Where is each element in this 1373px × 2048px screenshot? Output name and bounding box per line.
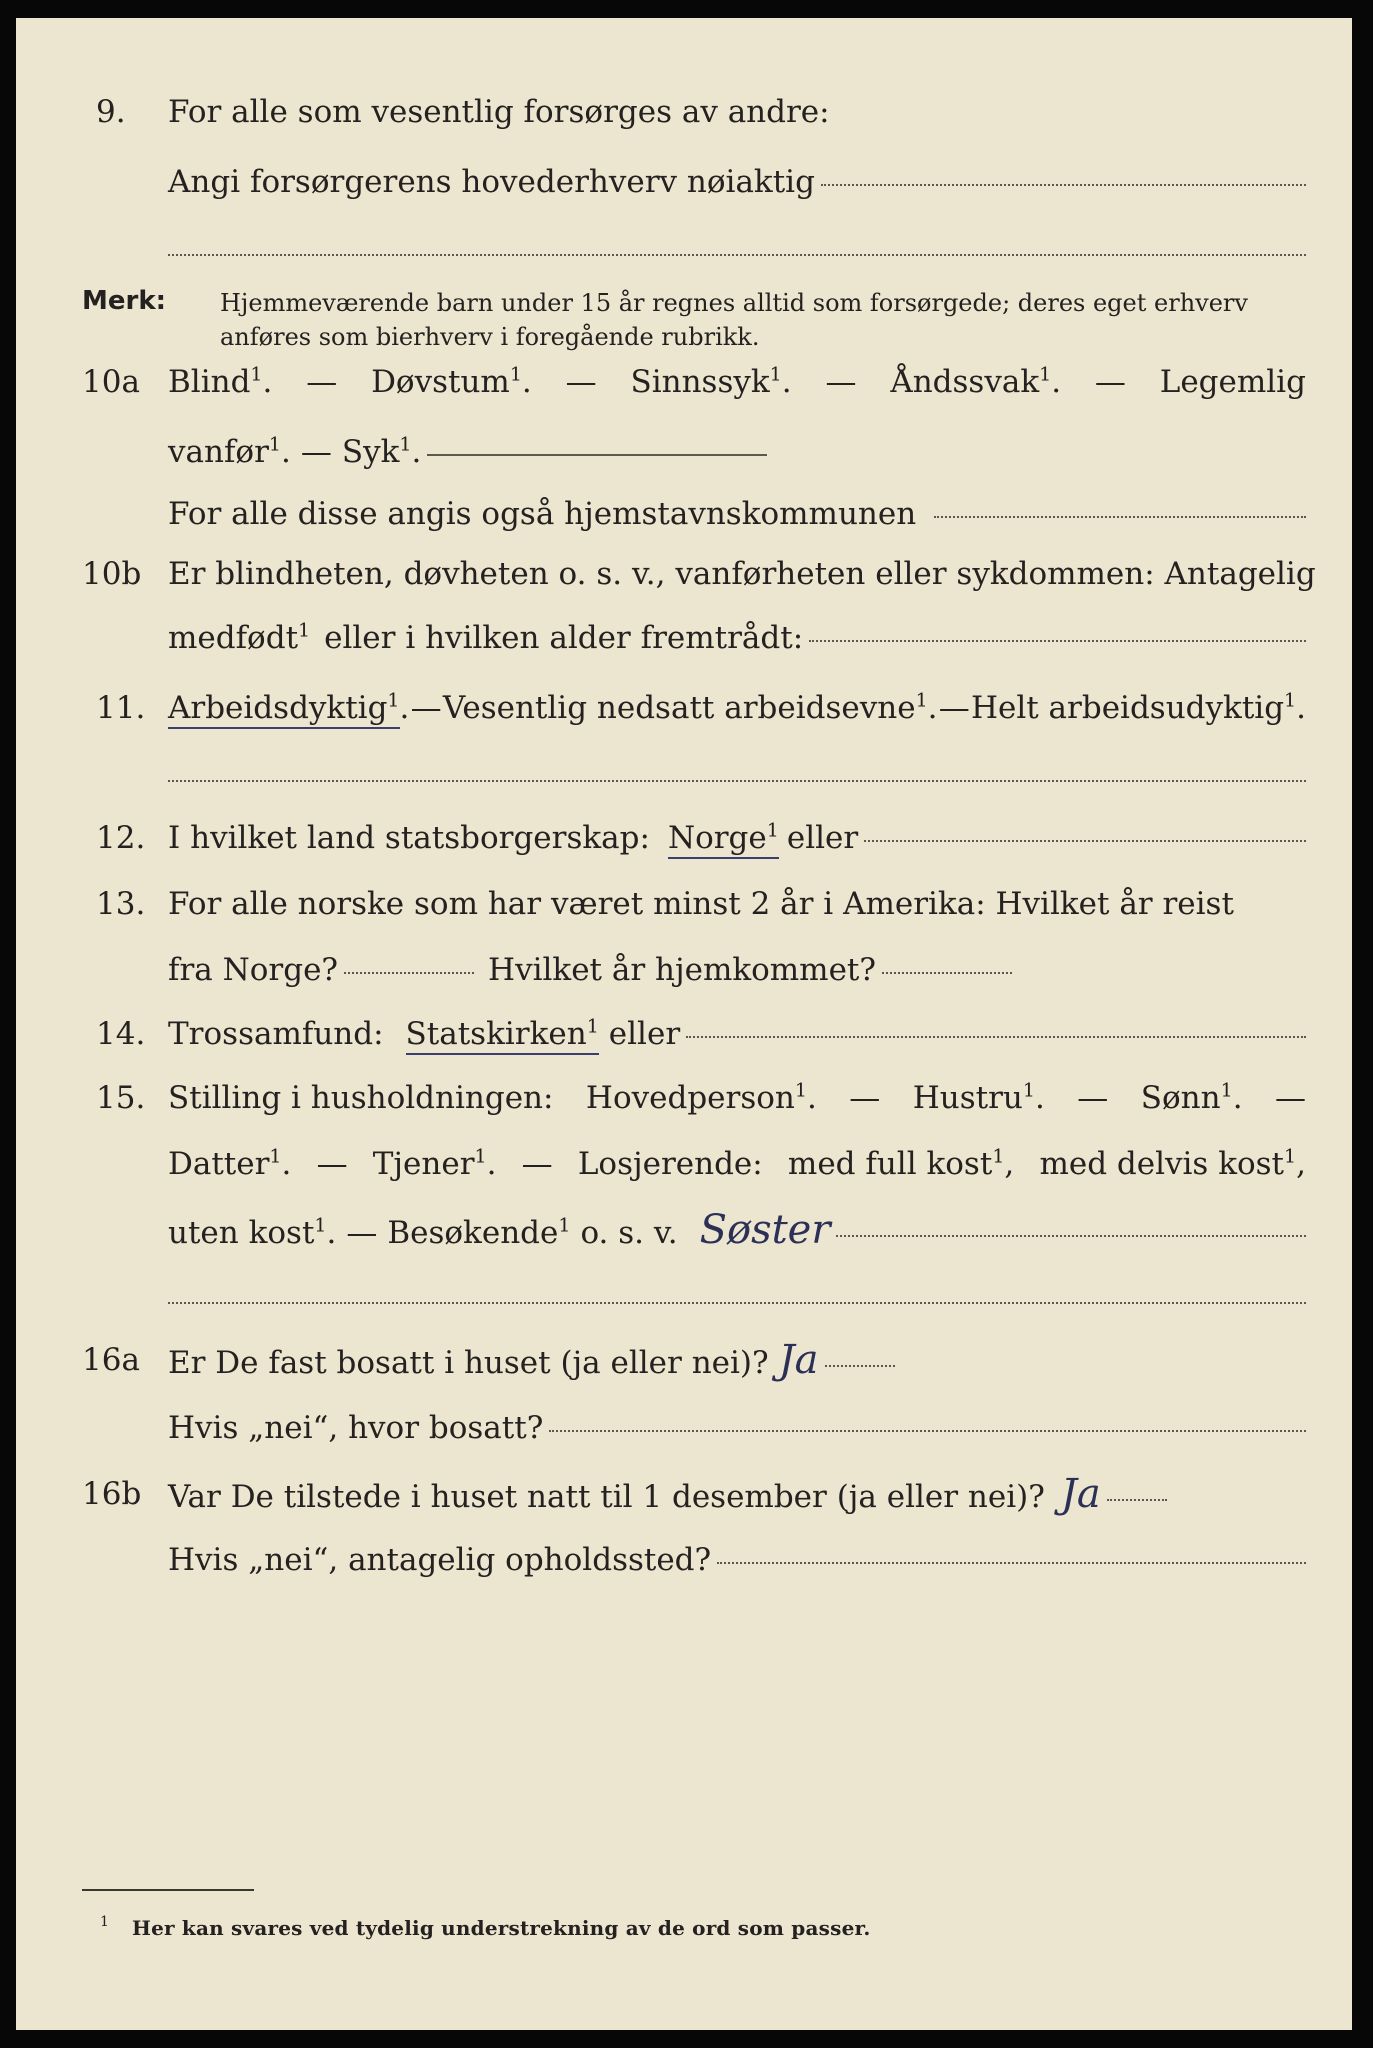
footnote-mark: 1 — [100, 1914, 110, 1930]
question-15: 15. Stilling i husholdningen: Hovedperson$^1$. — Hustru$^1$. — Sønn$^1$. — — [96, 1079, 1306, 1116]
answer-fill-hjemkommet[interactable] — [882, 970, 1012, 974]
answer-fill-reist[interactable] — [344, 970, 474, 974]
question-10b — [16, 554, 1352, 614]
answer-line: Angi forsørgerens hovederhverv nøiaktig — [168, 162, 1306, 202]
question-9-line-2 — [16, 162, 1352, 222]
handwritten-answer: Ja — [778, 1337, 819, 1383]
option-norge-selected[interactable]: Norge$^1$ — [668, 818, 779, 858]
question-number: 13. — [96, 886, 146, 922]
question-15-line-3: uten kost$^1$. — Besøkende$^1$ o. s. v. Søster — [16, 1210, 1352, 1270]
question-text: For alle som vesentlig forsørges av andre: — [168, 94, 830, 130]
option-andssvak[interactable]: Åndssvak$^1$. — [890, 363, 1062, 400]
option-vanfor[interactable]: vanfør$^1$. — [168, 433, 291, 470]
option-legemlig[interactable]: Legemlig — [1159, 364, 1306, 400]
question-9 — [16, 92, 1352, 152]
option-nedsatt-arbeidsevne[interactable]: Vesentlig nedsatt arbeidsevne$^1$. — [442, 689, 938, 726]
option-full-kost[interactable]: med full kost$^1$, — [787, 1145, 1015, 1182]
answer-fill[interactable] — [427, 452, 767, 456]
option-delvis-kost[interactable]: med delvis kost$^1$, — [1039, 1145, 1306, 1182]
question-11: 11. Arbeidsdyktig$^1$. — Vesentlig nedsatt arbeidsevne$^1$. — Helt arbeidsudyktig$^1$. — [16, 688, 1352, 748]
answer-line-blank[interactable] — [168, 1300, 1306, 1304]
footnote — [100, 1914, 871, 1940]
answer-line-blank[interactable] — [168, 252, 1306, 256]
option-arbeidsudyktig[interactable]: Helt arbeidsudyktig$^1$. — [970, 689, 1306, 726]
question-text: For alle norske som har været minst 2 år i Amerika: Hvilket år reist — [168, 886, 1234, 922]
answer-fill[interactable] — [686, 1034, 1306, 1038]
footnote-rule — [82, 1889, 254, 1891]
option-dovstum[interactable]: Døvstum$^1$. — [371, 363, 532, 400]
question-number: 10a — [82, 364, 140, 400]
option-syk[interactable]: Syk$^1$. — [341, 433, 422, 470]
option-sonn[interactable]: Sønn$^1$. — [1140, 1079, 1243, 1116]
options-line: Blind$^1$. — Døvstum$^1$. — Sinnssyk$^1$. — Åndssvak$^1$. — Legemlig — [168, 363, 1306, 400]
answer-fill[interactable] — [717, 1560, 1306, 1564]
option-besokende[interactable]: Besøkende$^1$ — [387, 1214, 571, 1251]
question-16a-line-2: Hvis „nei“, hvor bosatt? — [16, 1408, 1352, 1468]
question-number: 11. — [96, 690, 146, 726]
question-number: 15. — [96, 1080, 146, 1116]
handwritten-answer: Søster — [699, 1207, 831, 1253]
footnote-text: Her kan svares ved tydelig understrekning av de ord som passer. — [132, 1916, 871, 1940]
question-10a — [16, 362, 1352, 422]
question-12: 12. I hvilket land statsborgerskap: Norge$^1$ eller — [16, 818, 1352, 878]
question-text: Er blindheten, døvheten o. s. v., vanførheten eller sykdommen: Antagelig — [168, 556, 1316, 592]
answer-line-blank[interactable] — [168, 778, 1306, 782]
option-medfodt[interactable]: medfødt$^1$ — [168, 619, 311, 656]
option-datter[interactable]: Datter$^1$. — [168, 1145, 292, 1182]
answer-fill[interactable] — [549, 1428, 1306, 1432]
question-16b: 16b Var De tilstede i huset natt til 1 desember (ja eller nei)? Ja — [16, 1474, 1352, 1534]
question-16b-line-2: Hvis „nei“, antagelig opholdssted? — [16, 1540, 1352, 1600]
question-number: 9. — [96, 94, 126, 130]
option-sinnssyk[interactable]: Sinnssyk$^1$. — [630, 363, 792, 400]
question-number: 10b — [82, 556, 142, 592]
answer-fill[interactable] — [836, 1233, 1306, 1237]
question-number: 14. — [96, 1016, 146, 1052]
question-13-line-2: fra Norge? Hvilket år hjemkommet? — [16, 950, 1352, 1010]
option-blind[interactable]: Blind$^1$. — [168, 363, 273, 400]
question-10a-line-3: For alle disse angis også hjemstavnskommunen — [16, 494, 1352, 554]
question-10b-line-2: medfødt$^1$ eller i hvilken alder fremtrådt: — [16, 618, 1352, 678]
answer-fill[interactable] — [1107, 1497, 1167, 1501]
answer-fill[interactable] — [934, 514, 1306, 518]
note-label: Merk: — [82, 286, 167, 316]
answer-fill[interactable] — [864, 838, 1306, 842]
option-statskirken-selected[interactable]: Statskirken$^1$ — [406, 1014, 599, 1054]
question-number: 16b — [82, 1476, 142, 1512]
option-hovedperson[interactable]: Hovedperson$^1$. — [585, 1079, 817, 1116]
answer-fill[interactable] — [825, 1363, 895, 1367]
option-hustru[interactable]: Hustru$^1$. — [912, 1079, 1045, 1116]
question-number: 16a — [82, 1342, 140, 1378]
option-uten-kost[interactable]: uten kost$^1$. — [168, 1214, 337, 1251]
note-text: Hjemmeværende barn under 15 år regnes alltid som forsørgede; deres eget erhverv anføres som bierhverv i foregående rubrikk. — [220, 289, 1248, 351]
question-13 — [16, 884, 1352, 944]
question-number: 12. — [96, 820, 146, 856]
answer-fill[interactable] — [821, 182, 1306, 186]
question-14: 14. Trossamfund: Statskirken$^1$ eller — [16, 1014, 1352, 1074]
question-15-line-2: Datter$^1$. — Tjener$^1$. — Losjerende: med full kost$^1$, med delvis kost$^1$, — [168, 1145, 1306, 1182]
option-arbeidsdyktig-selected[interactable]: Arbeidsdyktig$^1$. — [168, 688, 409, 728]
answer-fill[interactable] — [809, 638, 1306, 642]
handwritten-answer: Ja — [1060, 1471, 1101, 1517]
option-tjener[interactable]: Tjener$^1$. — [372, 1145, 497, 1182]
census-form-page — [16, 18, 1352, 2030]
question-10a-line-2: vanfør$^1$. — Syk$^1$. — [16, 432, 1352, 492]
question-16a: 16a Er De fast bosatt i huset (ja eller nei)? Ja — [16, 1340, 1352, 1400]
